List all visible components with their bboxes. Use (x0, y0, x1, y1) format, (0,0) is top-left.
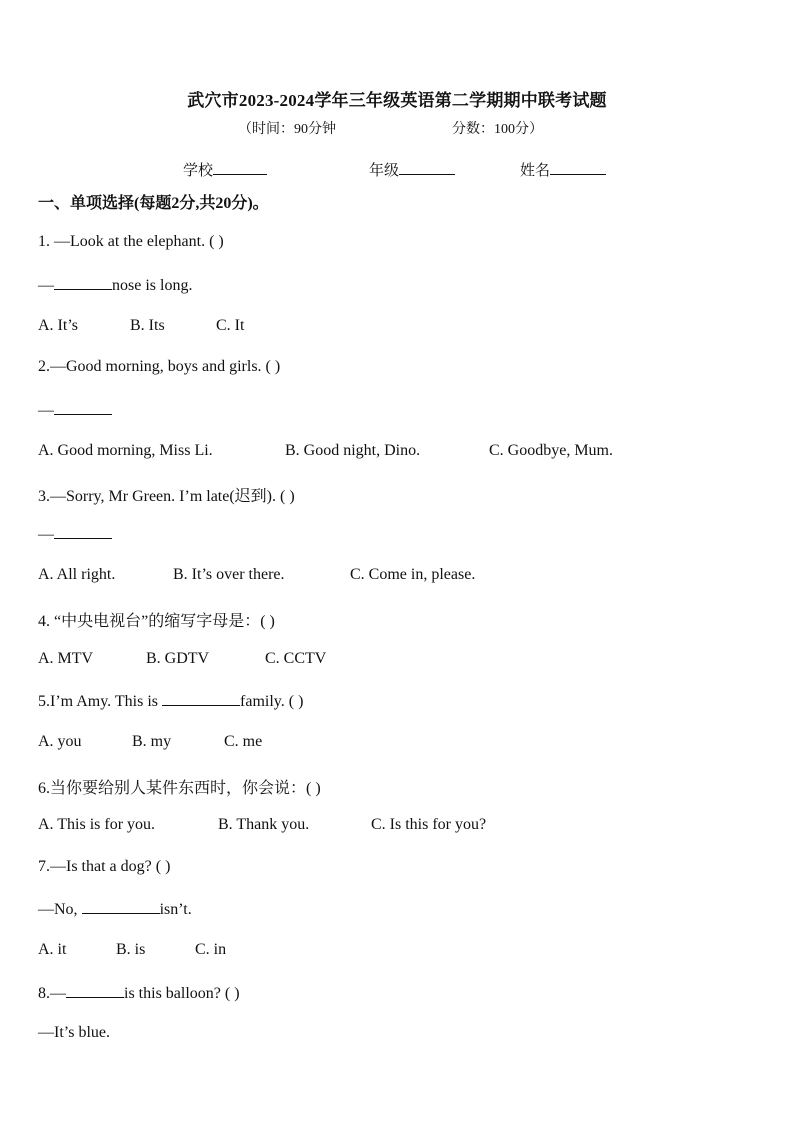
question-2-option-b[interactable]: B. Good night, Dino. (285, 442, 421, 459)
question-4-option-a[interactable]: A. MTV (38, 650, 94, 667)
school-blank[interactable] (213, 160, 267, 175)
stem-suffix: family. ( ) (240, 693, 304, 710)
question-7-stem: 7.—Is that a dog? ( ) (38, 858, 171, 875)
question-8-stem (38, 983, 240, 1003)
school-label: 学校 (183, 163, 214, 179)
question-3-answer (38, 524, 112, 544)
question-7-option-b[interactable]: B. is (116, 941, 146, 958)
stem-prefix: 8.— (38, 985, 66, 1002)
school-field (183, 159, 267, 180)
question-1-option-b[interactable]: B. Its (130, 317, 165, 334)
grade-blank[interactable] (399, 160, 455, 175)
question-4-stem: 4. “中央电视台”的缩写字母是：( ) (38, 613, 275, 630)
question-5-option-c[interactable]: C. me (224, 733, 263, 750)
section-heading: 一、单项选择(每题2分,共20分)。 (38, 195, 269, 212)
answer-dash: — (38, 402, 54, 419)
answer-prefix: —No, (38, 901, 78, 918)
question-6-stem: 6.当你要给别人某件东西时，你会说：( ) (38, 780, 321, 797)
question-5-stem (38, 691, 303, 711)
question-7-option-c[interactable]: C. in (195, 941, 227, 958)
stem-blank[interactable] (162, 691, 240, 706)
question-6-option-b[interactable]: B. Thank you. (218, 816, 310, 833)
question-6-option-a[interactable]: A. This is for you. (38, 816, 156, 833)
grade-field (369, 159, 455, 180)
stem-prefix: 5.I’m Amy. This is (38, 693, 159, 710)
question-3-option-c[interactable]: C. Come in, please. (350, 566, 476, 583)
name-field (520, 159, 606, 180)
question-4-option-b[interactable]: B. GDTV (146, 650, 210, 667)
answer-dash: — (38, 526, 54, 543)
question-6-option-c[interactable]: C. Is this for you? (371, 816, 487, 833)
question-2-stem: 2.—Good morning, boys and girls. ( ) (38, 358, 281, 375)
question-1-option-c[interactable]: C. It (216, 317, 245, 334)
answer-blank[interactable] (54, 524, 112, 539)
question-3-option-b[interactable]: B. It’s over there. (173, 566, 285, 583)
answer-suffix: isn’t. (159, 901, 192, 918)
question-1-stem: 1. —Look at the elephant. ( ) (38, 233, 224, 250)
answer-suffix: nose is long. (112, 277, 193, 294)
question-1-option-a[interactable]: A. It’s (38, 317, 78, 334)
question-2-answer (38, 400, 112, 420)
question-3-option-a[interactable]: A. All right. (38, 566, 116, 583)
question-1-answer (38, 275, 192, 295)
grade-label: 年级 (369, 163, 400, 179)
exam-time: （时间：90分钟 (238, 122, 336, 137)
question-2-option-a[interactable]: A. Good morning, Miss Li. (38, 442, 213, 459)
question-8-answer: —It’s blue. (38, 1024, 110, 1041)
question-5-option-b[interactable]: B. my (132, 733, 172, 750)
name-label: 姓名 (520, 163, 551, 179)
stem-blank[interactable] (66, 983, 124, 998)
answer-dash: — (38, 277, 54, 294)
question-2-option-c[interactable]: C. Goodbye, Mum. (489, 442, 613, 459)
question-5-option-a[interactable]: A. you (38, 733, 82, 750)
answer-blank[interactable] (82, 899, 160, 914)
exam-score: 分数：100分） (452, 122, 543, 137)
question-7-option-a[interactable]: A. it (38, 941, 67, 958)
exam-title: 武穴市2023-2024学年三年级英语第二学期期中联考试题 (187, 91, 607, 110)
question-4-option-c[interactable]: C. CCTV (265, 650, 327, 667)
answer-blank[interactable] (54, 400, 112, 415)
stem-suffix: is this balloon? ( ) (124, 985, 240, 1002)
name-blank[interactable] (550, 160, 606, 175)
answer-blank[interactable] (54, 275, 112, 290)
question-7-answer (38, 899, 192, 919)
question-3-stem: 3.—Sorry, Mr Green. I’m late(迟到). ( ) (38, 488, 295, 505)
